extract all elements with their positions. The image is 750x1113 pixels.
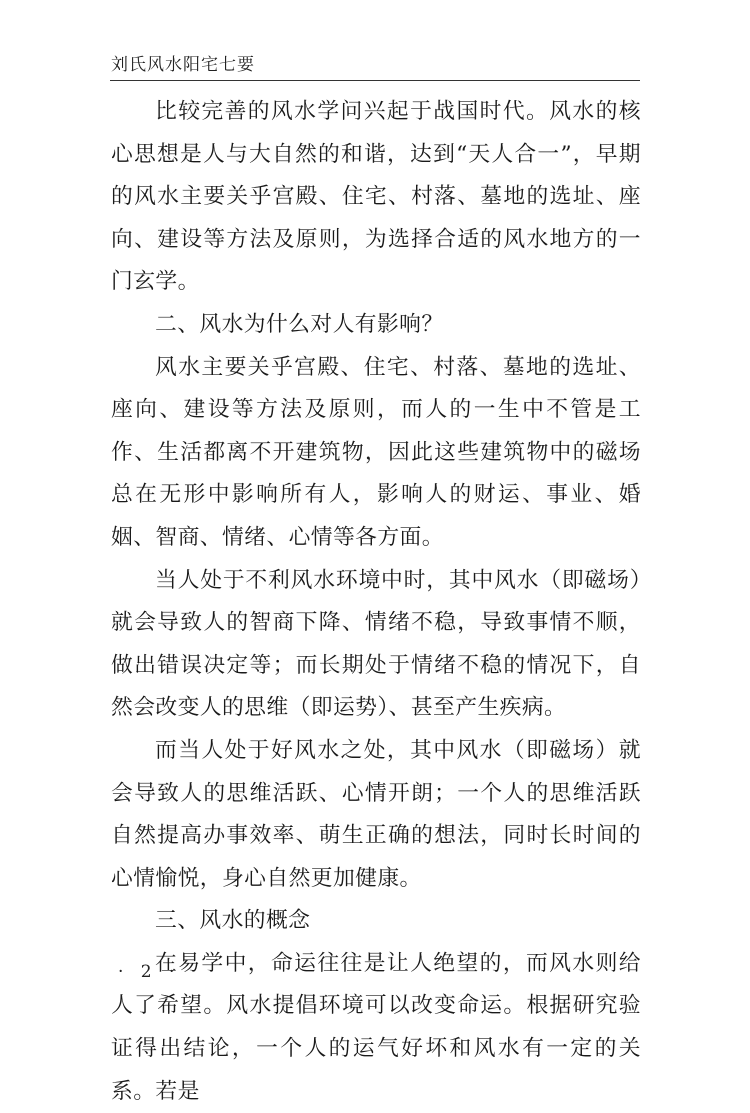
paragraph-bad-fengshui: 当人处于不利风水环境中时，其中风水（即磁场）就会导致人的智商下降、情绪不稳，导致事情不顺，做出错误决定等；而长期处于情绪不稳的情况下，自然会改变人的思维（即运势）、甚至产生疾病。 — [111, 567, 641, 721]
section-heading-concept: 三、风水的概念 — [155, 908, 311, 934]
page-body — [111, 91, 641, 1113]
page-number: · 2 · — [118, 962, 181, 982]
paragraph-buildings-influence: 风水主要关乎宫殿、住宅、村落、墓地的选址、座向、建设等方法及原则，而人的一生中不管是工作、生活都离不开建筑物，因此这些建筑物中的磁场总在无形中影响所有人，影响人的财运、事业、婚姻、智商、情绪、心情等各方面。 — [111, 354, 641, 550]
header-divider — [110, 80, 640, 81]
paragraph-good-fengshui: 而当人处于好风水之处，其中风水（即磁场）就会导致人的思维活跃、心情开朗；一个人的思维活跃自然提高办事效率、萌生正确的想法，同时长时间的心情愉悦，身心自然更加健康。 — [111, 737, 641, 891]
paragraph-fengshui-origin: 比较完善的风水学问兴起于战国时代。风水的核心思想是人与大自然的和谐，达到“天人合一”，早期的风水主要关乎宫殿、住宅、村落、墓地的选址、座向、建设等方法及原则，为选择合适的风水地方的一门玄学。 — [111, 99, 641, 295]
running-header-title: 刘氏风水阳宅七要 — [111, 55, 255, 75]
paragraph-concept: 在易学中，命运往往是让人绝望的，而风水则给人了希望。风水提倡环境可以改变命运。根据研究验证得出结论，一个人的运气好坏和风水有一定的关系。若是 — [111, 950, 641, 1104]
section-heading-influence: 二、风水为什么对人有影响？ — [155, 311, 444, 337]
